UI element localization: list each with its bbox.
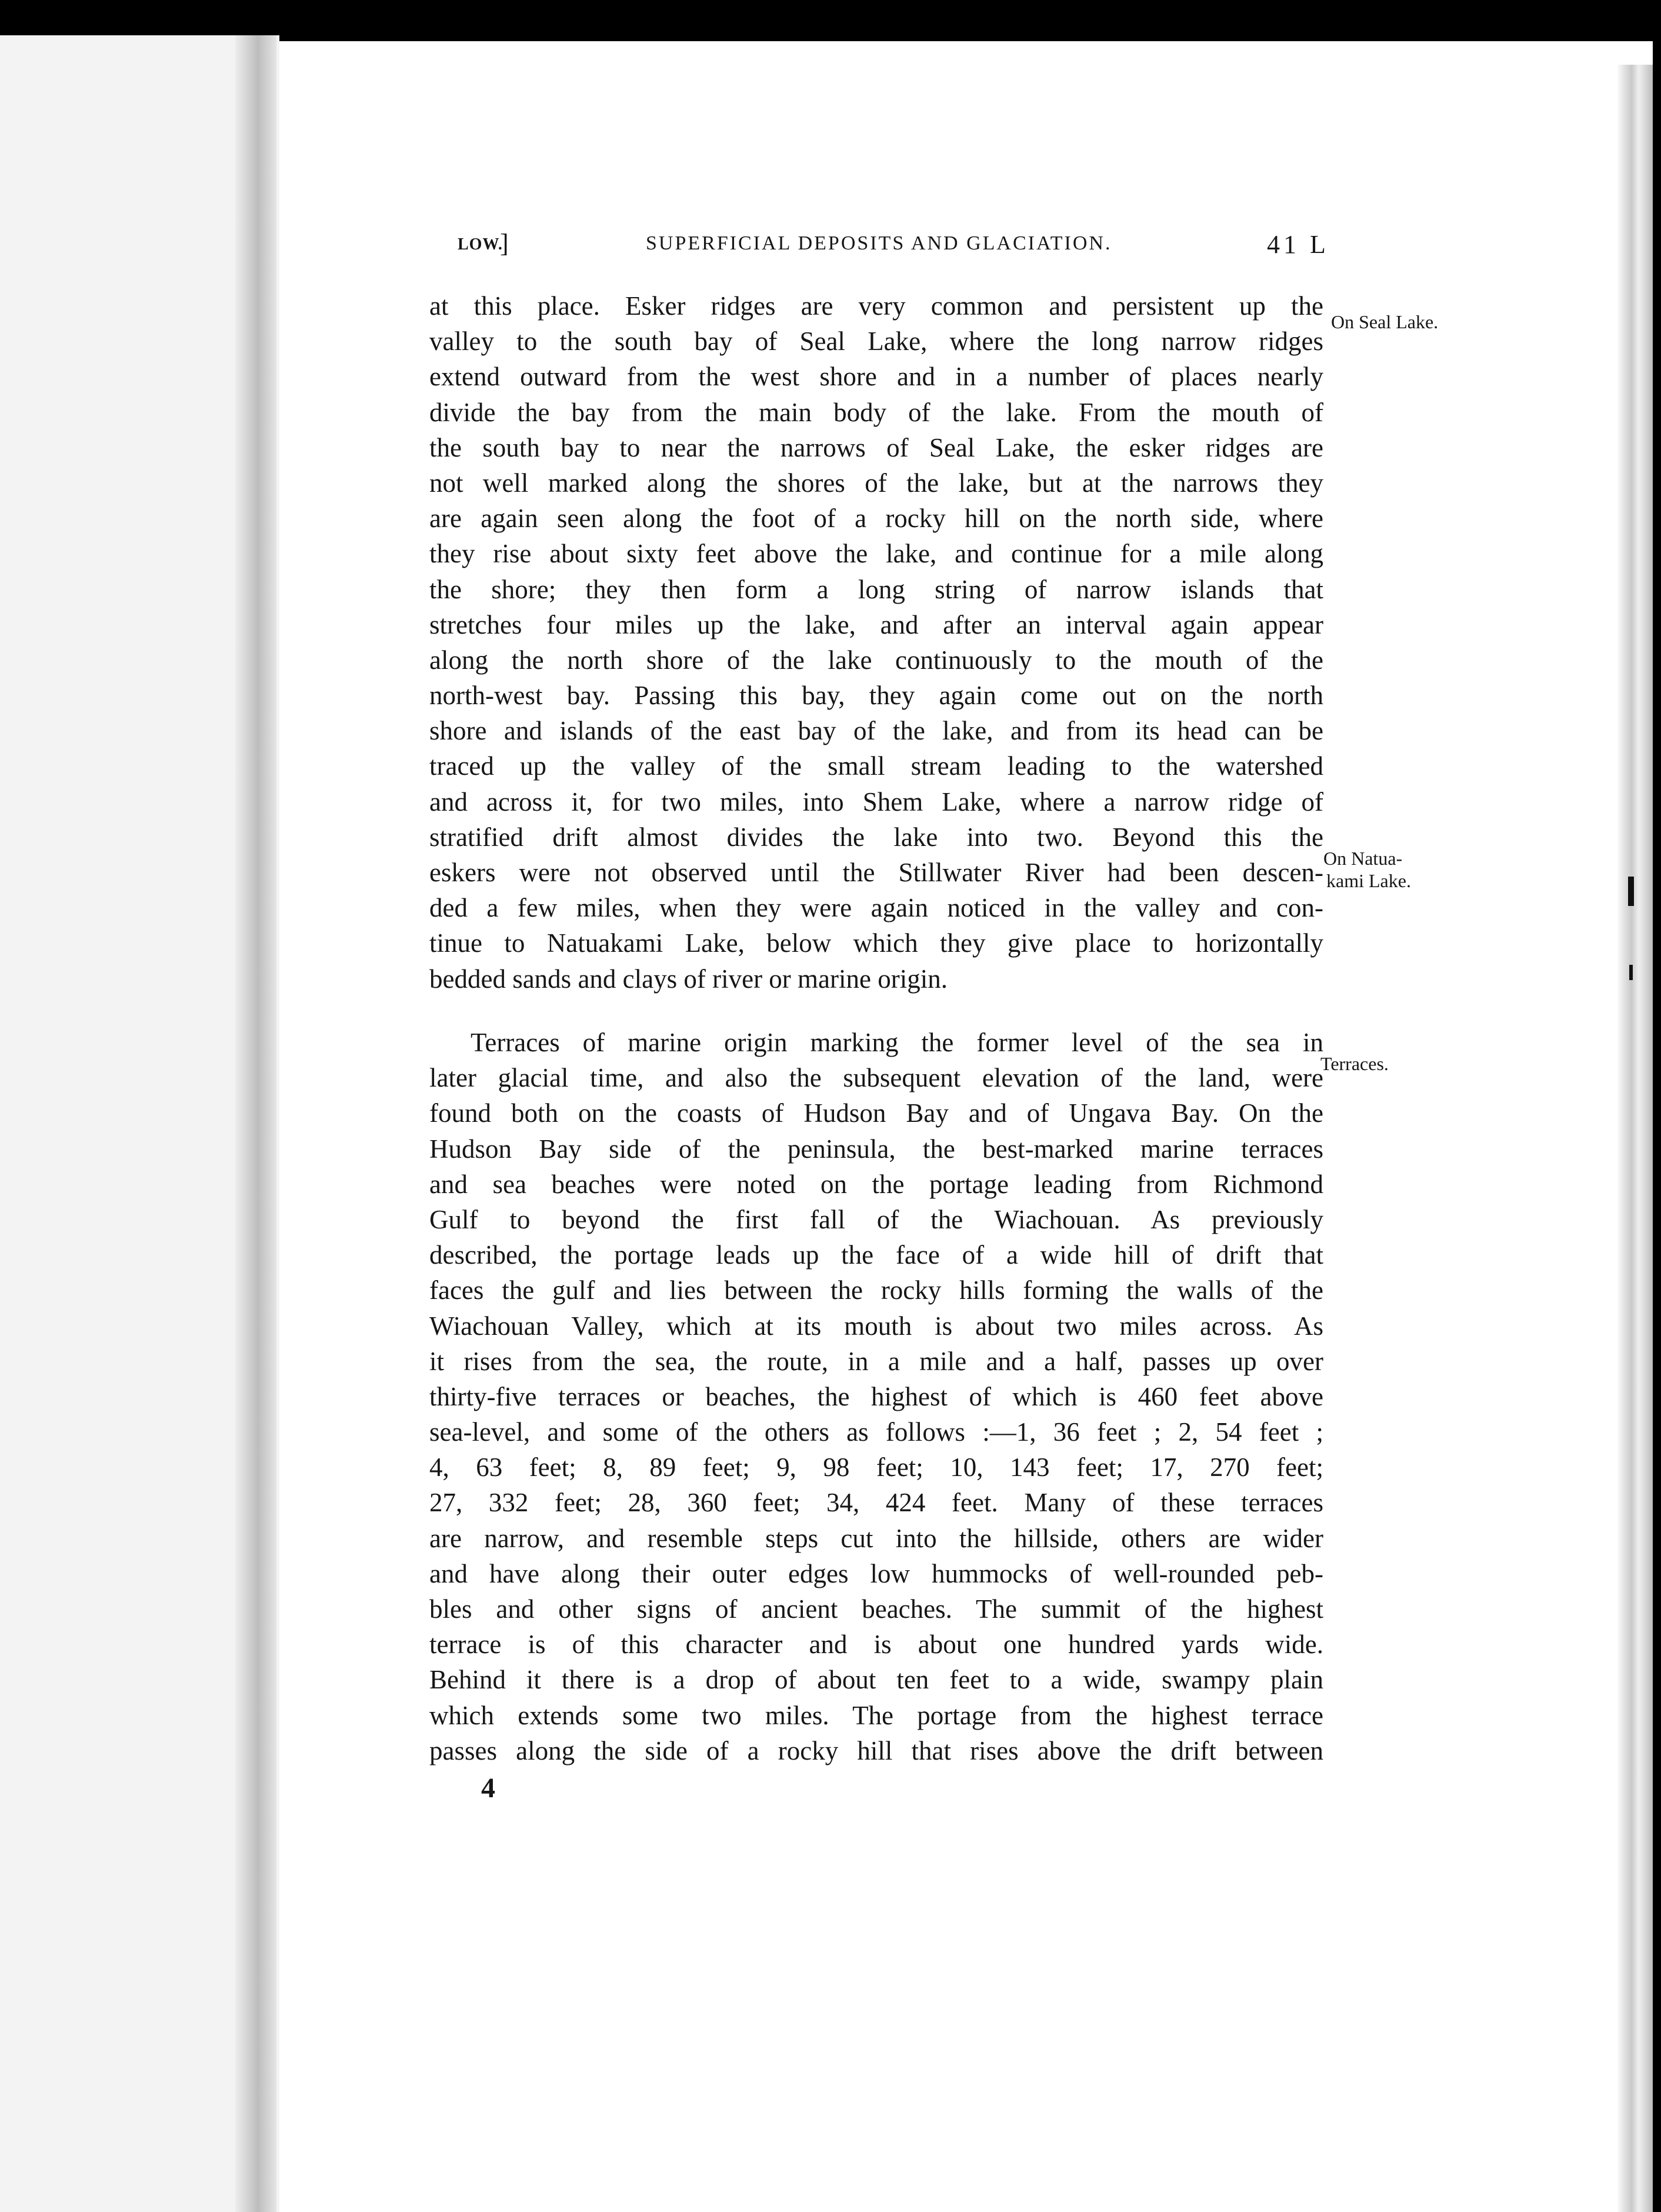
sidenote-terraces: Terraces. <box>1320 1053 1389 1074</box>
text-line: Terraces of marine origin marking the former level of the sea in <box>471 1028 1323 1057</box>
text-line: and across it, for two miles, into Shem Lake, where a narrow ridge of <box>429 787 1323 817</box>
text-line: described, the portage leads up the face of a wide hill of drift that <box>429 1240 1323 1270</box>
text-line: are narrow, and resemble steps cut into the hillside, others are wider <box>429 1523 1323 1553</box>
scan-speck <box>1628 877 1634 906</box>
text-line: bedded sands and clays of river or marine origin. <box>429 964 948 994</box>
text-line: which extends some two miles. The portage from the highest terrace <box>429 1700 1323 1730</box>
text-line: 4, 63 feet; 8, 89 feet; 9, 98 feet; 10, 143 feet; 17, 270 feet; <box>429 1453 1323 1483</box>
sidenote-natuakami-line2: kami Lake. <box>1326 870 1411 891</box>
text-line: Wiachouan Valley, which at its mouth is about two miles across. As <box>429 1311 1323 1341</box>
text-line: found both on the coasts of Hudson Bay and of Ungava Bay. On the <box>429 1098 1323 1128</box>
text-line: are again seen along the foot of a rocky hill on the north side, where <box>429 504 1323 534</box>
text-line: Behind it there is a drop of about ten feet to a wide, swampy plain <box>429 1665 1323 1695</box>
sidenote-natuakami-line1: On Natua- <box>1323 848 1403 869</box>
running-head-author: LOW. <box>458 235 503 254</box>
text-line: Gulf to beyond the first fall of the Wiachouan. As previously <box>429 1204 1323 1234</box>
text-line: not well marked along the shores of the lake, but at the narrows they <box>429 468 1323 498</box>
page-number: 41 L <box>1267 230 1329 259</box>
text-line: eskers were not observed until the Stillwater River had been descen- <box>429 858 1323 887</box>
text-line: faces the gulf and lies between the rocky hills forming the walls of the <box>429 1275 1323 1305</box>
text-line: Hudson Bay side of the peninsula, the best-marked marine terraces <box>429 1134 1323 1164</box>
text-line: bles and other signs of ancient beaches. The summit of the highest <box>429 1594 1323 1624</box>
text-line: traced up the valley of the small stream leading to the watershed <box>429 751 1323 781</box>
text-line: stratified drift almost divides the lake into two. Beyond this the <box>429 822 1323 852</box>
text-line: and have along their outer edges low hummocks of well-rounded peb- <box>429 1558 1323 1588</box>
text-line: later glacial time, and also the subsequent elevation of the land, were <box>429 1063 1323 1093</box>
text-line: passes along the side of a rocky hill that rises above the drift between <box>429 1735 1323 1765</box>
page-edge-shadow <box>1617 65 1653 2212</box>
text-line: 27, 332 feet; 28, 360 feet; 34, 424 feet. Many of these terraces <box>429 1488 1323 1518</box>
text-line: sea-level, and some of the others as follows :—1, 36 feet ; 2, 54 feet ; <box>429 1417 1323 1447</box>
sidenote-seal-lake: On Seal Lake. <box>1331 311 1439 332</box>
scan-speck <box>1629 965 1633 980</box>
text-line: extend outward from the west shore and in a number of places nearly <box>429 362 1323 392</box>
text-line: and sea beaches were noted on the portage leading from Richmond <box>429 1169 1323 1199</box>
text-line: at this place. Esker ridges are very common and persistent up the <box>429 291 1323 321</box>
text-line: they rise about sixty feet above the lake, and continue for a mile along <box>429 539 1323 569</box>
text-line: the south bay to near the narrows of Seal Lake, the esker ridges are <box>429 432 1323 462</box>
paragraph-eskers <box>429 288 1323 997</box>
running-head-title: SUPERFICIAL DEPOSITS AND GLACIATION. <box>646 232 1112 254</box>
text-line: ded a few miles, when they were again noticed in the valley and con- <box>429 893 1323 923</box>
text-line: it rises from the sea, the route, in a mile and a half, passes up over <box>429 1346 1323 1376</box>
paragraph-terraces <box>429 1025 1323 1768</box>
page-gutter <box>235 35 276 2212</box>
text-line: the shore; they then form a long string of narrow islands that <box>429 574 1323 604</box>
running-head-bracket: ] <box>500 229 511 258</box>
text-line: shore and islands of the east bay of the lake, and from its head can be <box>429 716 1323 746</box>
text-line: tinue to Natuakami Lake, below which they give place to horizontally <box>429 928 1323 958</box>
text-line: terrace is of this character and is about one hundred yards wide. <box>429 1630 1323 1660</box>
text-line: along the north shore of the lake continuously to the mouth of the <box>429 645 1323 675</box>
text-line: divide the bay from the main body of the lake. From the mouth of <box>429 397 1323 427</box>
text-line: thirty-five terraces or beaches, the highest of which is 460 feet above <box>429 1381 1323 1411</box>
text-line: north-west bay. Passing this bay, they again come out on the north <box>429 681 1323 711</box>
text-line: valley to the south bay of Seal Lake, where the long narrow ridges <box>429 327 1323 357</box>
signature-mark: 4 <box>481 1773 495 1804</box>
text-line: stretches four miles up the lake, and after an interval again appear <box>429 609 1323 639</box>
